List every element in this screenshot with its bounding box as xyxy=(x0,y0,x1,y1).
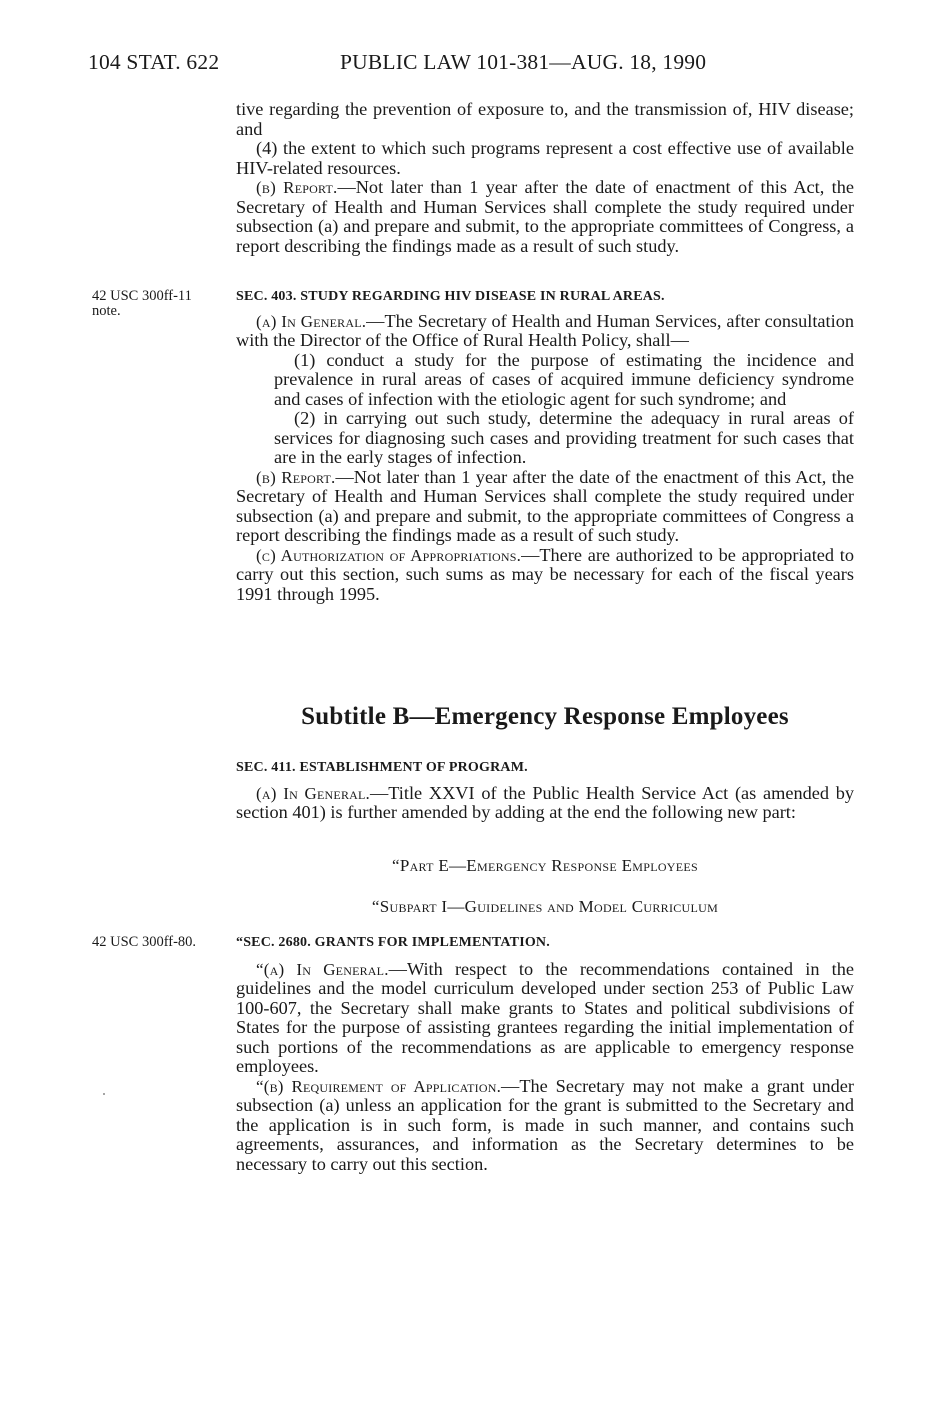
sec2680-b-text: —The Secretary may not make a grant under subsection (a) unless an application for the grant is submitted to the Secretary and the application is in such form, is made in such manner, and contains such agreements, assurances, and information as the Secretary determines to be necessary to carry out this section. xyxy=(236,1075,855,1174)
public-law-citation: PUBLIC LAW 101-381—AUG. 18, 1990 xyxy=(340,50,707,74)
sec411-a-label: (a) In General. xyxy=(256,783,370,803)
section-403-heading: SEC. 403. STUDY REGARDING HIV DISEASE IN RURAL AREAS. xyxy=(236,289,665,304)
sec2680-subsection-b xyxy=(236,1077,854,1175)
margin-note-usc: 42 USC 300ff-11 xyxy=(92,288,192,304)
sec403-b-label: (b) Report. xyxy=(256,467,336,487)
sec403-a-text: —The Secretary of Health and Human Services, after consultation with the Director of the Office of Rural Health Policy, shall— xyxy=(236,310,854,350)
sec411-a-text: —Title XXVI of the Public Health Service Act (as amended by section 401) is further amended by adding at the end the following new part: xyxy=(236,782,854,822)
sec2680-a-label: “(a) In General. xyxy=(256,959,389,979)
paragraph-4: (4) the extent to which such programs represent a cost effective use of available HIV-related resources. xyxy=(236,138,854,178)
margin-note-sec403 xyxy=(92,289,192,319)
sec403-b-text: —Not later than 1 year after the date of the enactment of this Act, the Secretary of Health and Human Services shall complete the study required under subsection (a) and prepare and submit, to the appropriate committees of Congress a report describing the findings made as a result of such study. xyxy=(236,466,854,545)
sec403-paragraph-1: (1) conduct a study for the purpose of estimating the incidence and prevalence in rural areas of cases of acquired immune deficiency syndrome and cases of infection with the etiologic agent for such syndrome; and xyxy=(274,349,854,409)
sec2680-b-label: “(b) Requirement of Application. xyxy=(256,1076,502,1096)
sec403-a-label: (a) In General. xyxy=(256,311,367,331)
section-2680-heading: “SEC. 2680. GRANTS FOR IMPLEMENTATION. xyxy=(236,935,550,950)
continuation-block xyxy=(236,100,854,256)
sec411-subsection-a xyxy=(236,784,854,823)
sec403-paragraph-2: (2) in carrying out such study, determine the adequacy in rural areas of services for diagnosing such cases and providing treatment for such cases that are in the early stages of infection. xyxy=(274,408,854,467)
section-2680 xyxy=(236,933,854,1174)
scan-speck xyxy=(103,1093,105,1095)
section-411 xyxy=(236,758,854,823)
report-label: (b) Report. xyxy=(256,178,338,197)
report-paragraph xyxy=(236,178,854,256)
stat-page-number: 104 STAT. 622 xyxy=(88,50,220,74)
sec403-subsection-c xyxy=(236,546,854,605)
margin-note-sec2680: 42 USC 300ff-80. xyxy=(92,934,197,950)
sec403-subsection-b xyxy=(236,468,854,546)
section-403 xyxy=(236,287,854,604)
sec403-c-label: (c) Authorization of Appropriations. xyxy=(256,545,522,565)
continuation-paragraph: tive regarding the prevention of exposure to, and the transmission of, HIV disease; and xyxy=(236,99,854,139)
section-411-heading: SEC. 411. ESTABLISHMENT OF PROGRAM. xyxy=(236,760,528,775)
sec403-c-text: —There are authorized to be appropriated to carry out this section, such sums as may be necessary for each of the fiscal years 1991 through 1995. xyxy=(236,544,854,604)
subtitle-b-heading: Subtitle B—Emergency Response Employees xyxy=(301,703,789,730)
report-text: —Not later than 1 year after the date of enactment of this Act, the Secretary of Health and Human Services shall complete the study required under subsection (a) and prepare and submit, to the appropriate committees of Congress, a report describing the findings made as a result of such study. xyxy=(236,177,854,256)
sec403-subsection-a xyxy=(236,312,854,351)
margin-note-note: note. xyxy=(92,303,121,319)
part-e-heading: “Part E—Emergency Response Employees xyxy=(391,856,698,875)
sec2680-subsection-a xyxy=(236,960,854,1077)
running-head xyxy=(88,50,855,80)
sec2680-a-text: —With respect to the recommendations contained in the guidelines and the model curriculum developed under section 253 of Public Law 100-607, the Secretary shall make grants to States and political subdivisions of States for the purpose of assisting grantees regarding the initial implementation of such portions of the recommendations as are applicable to emergency response employees. xyxy=(236,958,854,1076)
subpart-i-heading: “Subpart I—Guidelines and Model Curriculum xyxy=(371,897,719,916)
